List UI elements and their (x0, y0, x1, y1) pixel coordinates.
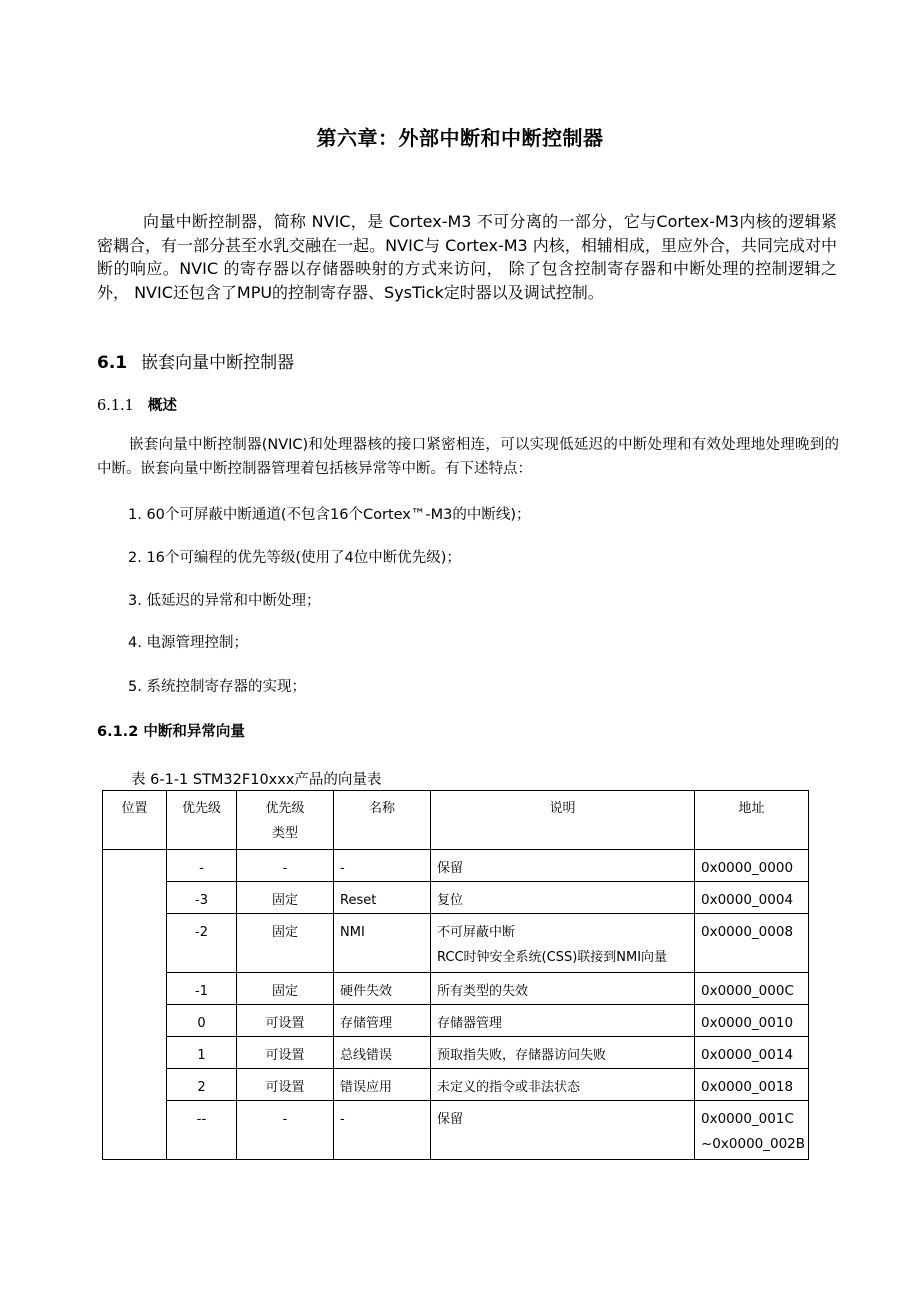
address-cell: 0x0000_0014 (695, 1037, 809, 1069)
priority-cell: -1 (167, 973, 237, 1005)
vector-table (102, 790, 809, 1160)
name-cell: 总线错误 (334, 1037, 431, 1069)
type-cell: - (237, 850, 334, 882)
type-cell: 固定 (237, 973, 334, 1005)
address-cell: 0x0000_0000 (695, 850, 809, 882)
feature-item: 1. 60个可屏蔽中断通道(不包含16个Cortex™-M3的中断线)； (128, 507, 531, 523)
name-cell: - (334, 1101, 431, 1160)
table-row (103, 1037, 809, 1069)
address-cell: 0x0000_0004 (695, 882, 809, 914)
priority-cell: 1 (167, 1037, 237, 1069)
description-cell: 复位 (431, 882, 695, 914)
table-row (103, 973, 809, 1005)
subsection-heading-vectors (97, 720, 245, 741)
section-heading (97, 348, 294, 373)
description-cell: 保留 (431, 1101, 695, 1160)
table-caption: 表 6-1-1 STM32F10xxx产品的向量表 (131, 772, 382, 788)
description-cell: 预取指失败，存储器访问失败 (431, 1037, 695, 1069)
name-cell: 错误应用 (334, 1069, 431, 1101)
subsection-title: 中断和异常向量 (143, 724, 245, 740)
name-cell: 存储管理 (334, 1005, 431, 1037)
priority-cell: - (167, 850, 237, 882)
address-cell: 0x0000_0018 (695, 1069, 809, 1101)
address-cell: 0x0000_000C (695, 973, 809, 1005)
type-cell: 可设置 (237, 1069, 334, 1101)
type-cell: - (237, 1101, 334, 1160)
name-cell: NMI (334, 914, 431, 973)
priority-cell: -2 (167, 914, 237, 973)
header-address: 地址 (695, 791, 809, 850)
section-number: 6.1 (97, 353, 128, 373)
position-cell (103, 850, 167, 1160)
intro-paragraph: 向量中断控制器，简称 NVIC，是 Cortex‐M3 不可分离的一部分，它与Cortex-M3内核的逻辑紧密耦合，有一部分甚至水乳交融在一起。NVIC与 Cortex-M3 内核，相辅相成，里应外合，共同完成对中断的响应。NVIC 的寄存器以存储器映射的方式来访问， 除了包含控制寄存器和中断处理的控制逻辑之外， NVIC还包含了MPU的控制寄存器、SysTick定时器以及调试控制。 (97, 212, 837, 302)
feature-item: 5. 系统控制寄存器的实现； (128, 679, 306, 695)
description-cell: 保留 (431, 850, 695, 882)
priority-cell: -- (167, 1101, 237, 1160)
subsection-heading-overview (97, 394, 177, 415)
name-cell: Reset (334, 882, 431, 914)
description-cell: 不可屏蔽中断 RCC时钟安全系统(CSS)联接到NMI向量 (431, 914, 695, 973)
section-title: 嵌套向量中断控制器 (141, 353, 295, 373)
overview-paragraph: 嵌套向量中断控制器(NVIC)和处理器核的接口紧密相连，可以实现低延迟的中断处理和有效处理地处理晚到的中断。嵌套向量中断控制器管理着包括核异常等中断。有下述特点： (97, 437, 839, 477)
table-row (103, 914, 809, 973)
type-cell: 固定 (237, 882, 334, 914)
address-cell: 0x0000_001C ~0x0000_002B (695, 1101, 809, 1160)
type-cell: 可设置 (237, 1005, 334, 1037)
description-cell: 未定义的指令或非法状态 (431, 1069, 695, 1101)
table-row (103, 882, 809, 914)
header-name: 名称 (334, 791, 431, 850)
table-row (103, 850, 809, 882)
address-cell: 0x0000_0010 (695, 1005, 809, 1037)
chapter-title: 第六章：外部中断和中断控制器 (316, 126, 604, 150)
name-cell: - (334, 850, 431, 882)
feature-item: 3. 低延迟的异常和中断处理； (128, 593, 321, 609)
table-row (103, 1101, 809, 1160)
description-cell: 存储器管理 (431, 1005, 695, 1037)
header-priority: 优先级 (167, 791, 237, 850)
table-row (103, 1069, 809, 1101)
feature-item: 2. 16个可编程的优先等级(使用了4位中断优先级)； (128, 550, 461, 566)
type-cell: 固定 (237, 914, 334, 973)
table-header-row (103, 791, 809, 850)
name-cell: 硬件失效 (334, 973, 431, 1005)
header-position: 位置 (103, 791, 167, 850)
priority-cell: -3 (167, 882, 237, 914)
feature-item: 4. 电源管理控制； (128, 635, 248, 651)
subsection-title: 概述 (147, 398, 177, 414)
header-description: 说明 (431, 791, 695, 850)
table-row (103, 1005, 809, 1037)
priority-cell: 0 (167, 1005, 237, 1037)
subsection-number: 6.1.1 (97, 398, 134, 414)
type-cell: 可设置 (237, 1037, 334, 1069)
priority-cell: 2 (167, 1069, 237, 1101)
description-cell: 所有类型的失效 (431, 973, 695, 1005)
header-priority-type: 优先级 类型 (237, 791, 334, 850)
address-cell: 0x0000_0008 (695, 914, 809, 973)
subsection-number: 6.1.2 (97, 724, 139, 740)
